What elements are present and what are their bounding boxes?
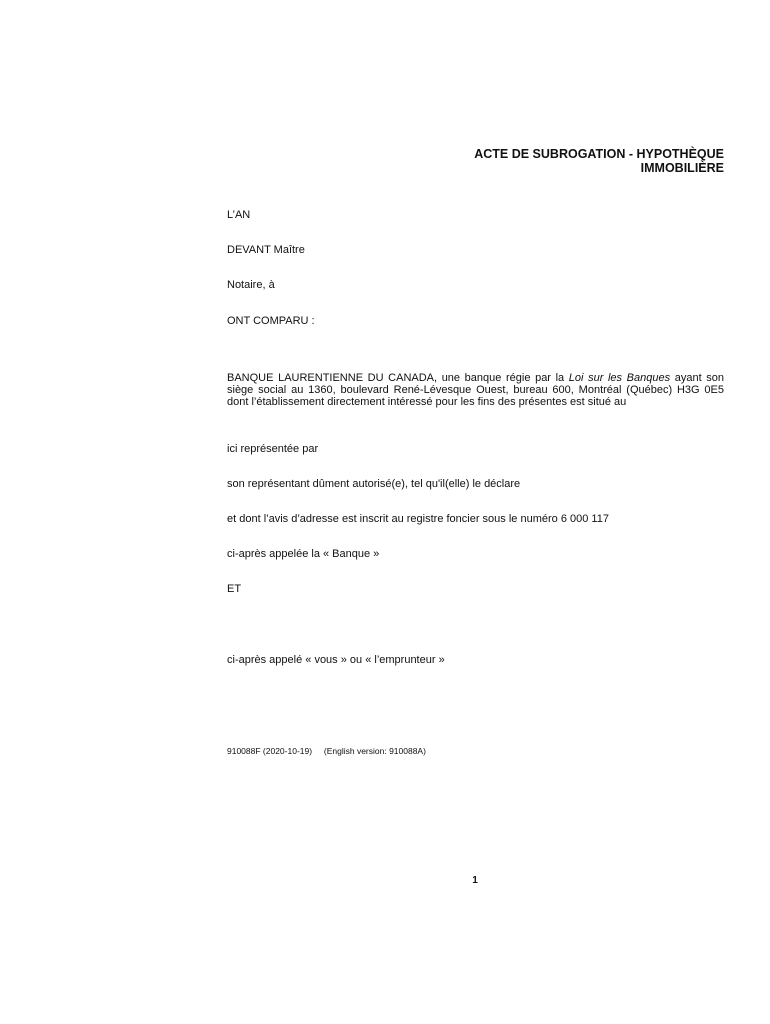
title-line-1: ACTE DE SUBROGATION - HYPOTHÈQUE [474, 147, 724, 161]
bank-intro: BANQUE LAURENTIENNE DU CANADA, une banque régie par la [227, 372, 569, 384]
bank-address: ayant son siège social au 1360, boulevard René-Lévesque Ouest, bureau 600, Montréal (Québec) H3G 0E5 dont l’établissement directement intéressé pour les fins des présentes est situé au [227, 372, 724, 408]
representative-statement: son représentant dûment autorisé(e), tel qu'il(elle) le déclare [227, 478, 521, 490]
bank-alias-statement: ci-après appelée la « Banque » [227, 548, 380, 560]
notary-location-label: Notaire, à [227, 279, 275, 291]
page-number: 1 [472, 875, 478, 886]
form-code: 910088F (2020-10-19) [227, 746, 313, 756]
document-title [400, 147, 724, 175]
represented-by-label: ici représentée par [227, 443, 319, 455]
form-footer [227, 746, 426, 756]
title-line-2: IMMOBILIÈRE [640, 161, 724, 175]
and-separator: ET [227, 583, 242, 595]
borrower-alias-statement: ci-après appelé « vous » ou « l’emprunteur » [227, 654, 445, 666]
address-notice-statement: et dont l’avis d’adresse est inscrit au registre foncier sous le numéro 6 000 117 [227, 513, 609, 525]
before-notary-label: DEVANT Maître [227, 244, 305, 256]
bank-law-name: Loi sur les Banques [568, 372, 671, 384]
appeared-label: ONT COMPARU : [227, 315, 315, 327]
bank-description [227, 372, 724, 408]
year-field-label: L’AN [227, 209, 251, 221]
english-version: (English version: 910088A) [323, 746, 426, 756]
